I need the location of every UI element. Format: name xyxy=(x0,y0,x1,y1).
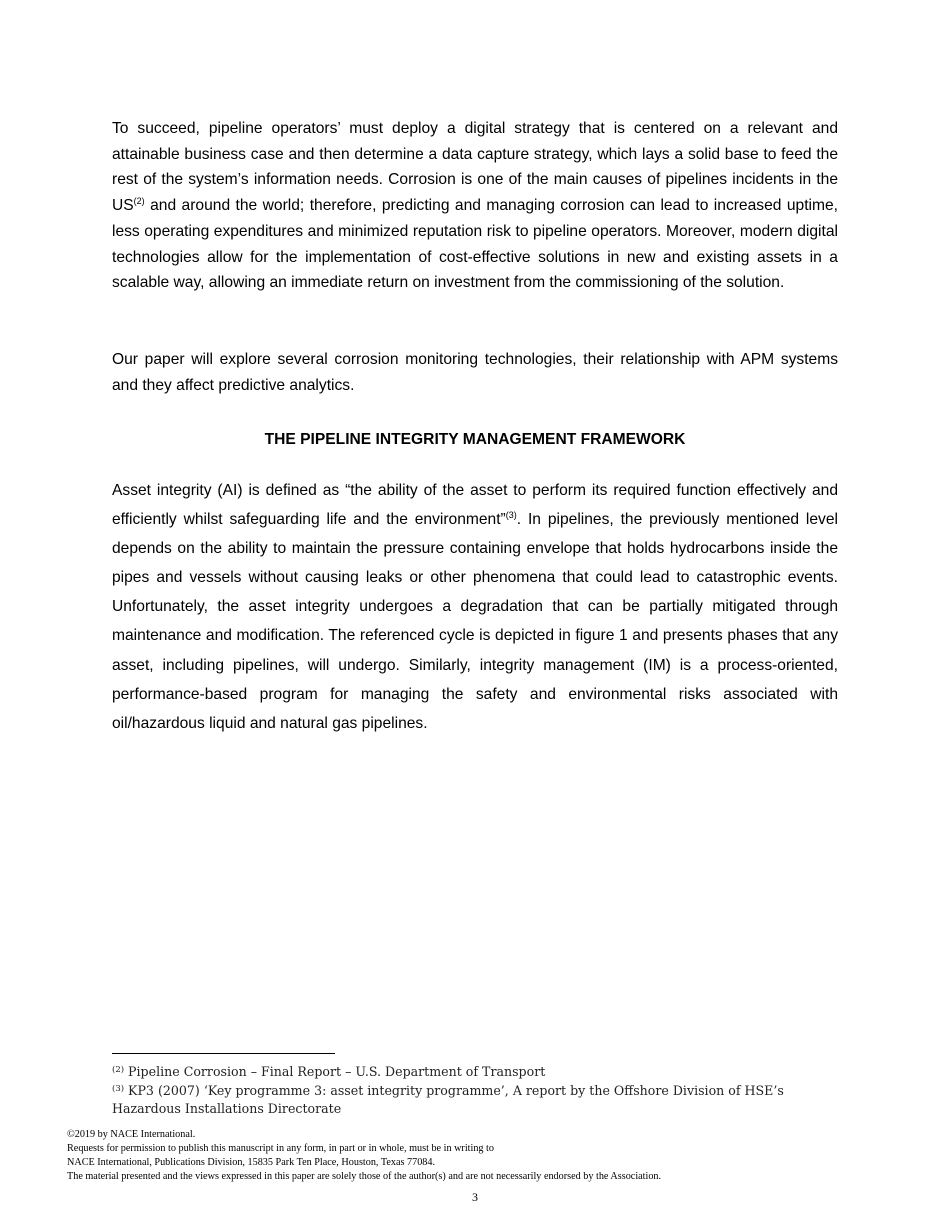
paragraph-text: To succeed, pipeline operators’ must deploy a digital strategy that is centered on a relevant and attainable business case and then determine a data capture strategy, which lays a solid base to feed the rest of the system’s information needs. Corrosion is one of the main causes of pipelines incidents in the US xyxy=(112,120,838,215)
footnote-divider xyxy=(112,1053,335,1054)
paragraph-asset-integrity xyxy=(112,476,838,738)
copyright-line: ©2019 by NACE International. xyxy=(67,1129,196,1140)
copyright-line: NACE International, Publications Division, 15835 Park Ten Place, Houston, Texas 77084. xyxy=(67,1157,436,1168)
footnote-text: Pipeline Corrosion – Final Report – U.S. Department of Transport xyxy=(124,1064,546,1079)
paragraph-text: . In pipelines, the previously mentioned level depends on the ability to maintain the pressure containing envelope that holds hydrocarbons inside the pipes and vessels without causing leaks or other phenomena that could lead to catastrophic events. Unfortunately, the asset integrity undergoes a degradation that can be partially mitigated through maintenance and modification. The referenced cycle is depicted in figure 1 and presents phases that any asset, including pipelines, will undergo. Similarly, integrity management (IM) is a process-oriented, performance-based program for managing the safety and environmental risks associated with oil/hazardous liquid and natural gas pipelines. xyxy=(112,511,838,732)
footnote-mark: (3) xyxy=(112,1083,125,1094)
section-heading: THE PIPELINE INTEGRITY MANAGEMENT FRAMEWORK xyxy=(264,431,686,448)
footnote-2 xyxy=(112,1063,838,1082)
footnote-3 xyxy=(112,1082,838,1119)
footnote-text: KP3 (2007) ‘Key programme 3: asset integrity programme’, A report by the Offshore Division of HSE’s Hazardous Installations Directorate xyxy=(112,1082,784,1116)
footnote-ref-2: (2) xyxy=(133,196,145,207)
footnote-ref-3: (3) xyxy=(505,510,517,521)
footnotes xyxy=(112,1063,838,1119)
copyright-notice xyxy=(67,1128,897,1184)
footnote-mark: (2) xyxy=(112,1065,125,1075)
paragraph-digital-strategy xyxy=(112,116,838,296)
paragraph-paper-scope: Our paper will explore several corrosion monitoring technologies, their relationship with APM systems and they affect predictive analytics. xyxy=(112,351,838,394)
copyright-line: Requests for permission to publish this manuscript in any form, in part or in whole, must be in writing to xyxy=(67,1143,494,1154)
copyright-line: The material presented and the views expressed in this paper are solely those of the author(s) and are not necessarily endorsed by the Association. xyxy=(67,1171,662,1182)
page-number: 3 xyxy=(472,1190,478,1204)
paragraph-text: Asset integrity (AI) is defined as “the ability of the asset to perform its required function effectively and efficiently whilst safeguarding life and the environment” xyxy=(112,482,838,529)
paragraph-text: and around the world; therefore, predicting and managing corrosion can lead to increased uptime, less operating expenditures and minimized reputation risk to pipeline operators. Moreover, modern digital technologies allow for the implementation of cost-effective solutions in new and existing assets in a scalable way, allowing an immediate return on investment from the commissioning of the solution. xyxy=(112,197,838,292)
